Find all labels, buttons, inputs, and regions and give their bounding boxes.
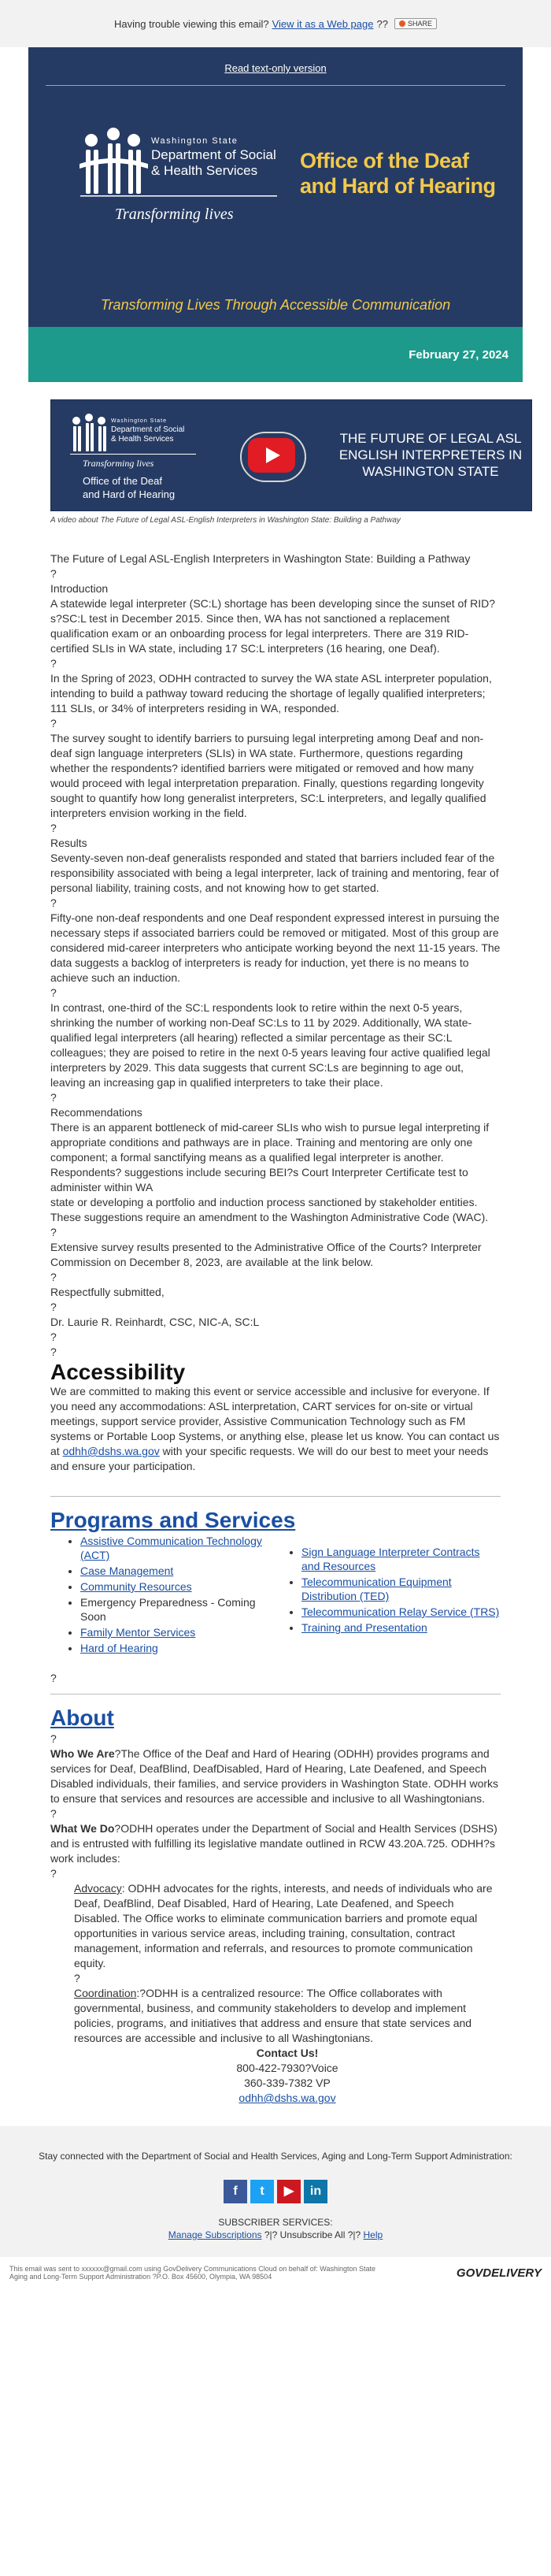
office-title-line1: Office of the Deaf [300, 149, 469, 173]
hero-tagline: Transforming Lives Through Accessible Communication [100, 297, 451, 313]
spacer-q: ? [50, 1732, 57, 1745]
what-text: ?ODHH operates under the Department of Social and Health Services (DSHS) and is entrusted with fulfilling its legislative mandate outlined in RCW 43.20A.725. ODHH?s work includes: [50, 1822, 497, 1865]
logo-state-text: Washington State [151, 136, 239, 146]
linkedin-icon[interactable]: in [304, 2180, 327, 2203]
program-right-link[interactable]: Telecommunication Relay Service (TRS) [301, 1605, 500, 1618]
about-details [74, 1881, 501, 2106]
accessibility-text-end: with your specific requests. We will do our best to meet your needs and ensure your participation. [50, 1445, 489, 1472]
video-dshs-logo [67, 410, 201, 504]
program-left-link[interactable]: Family Mentor Services [80, 1626, 196, 1639]
program-right-item[interactable] [301, 1545, 501, 1573]
spacer-q: ? [50, 1867, 57, 1880]
coordination [74, 1986, 501, 2046]
recommendations-paragraph-2: state or developing a portfolio and induction process sanctioned by stakeholder entities. These suggestions require an amendment to the Washington Administrative Code (WAC). [50, 1196, 489, 1223]
stay-connected-text: Stay connected with the Department of Social and Health Services, Aging and Long-Term Support Administration: [39, 2151, 512, 2162]
recommendations-paragraph-1: There is an apparent bottleneck of mid-career SLIs who wish to pursue legal interpreting if appropriate conditions and pathways are in place. Training and mentoring are only one component; a formal sanctifying means as a qualified legal interpreter is another. Respondents? suggestions include securing BEI?s Court Interpreter Certificate test to administer within WA [50, 1121, 490, 1193]
social-links [16, 2180, 535, 2203]
intro-heading: Introduction [50, 582, 109, 595]
program-left-item [80, 1595, 279, 1624]
program-right-item[interactable] [301, 1605, 501, 1619]
barriers-paragraph: The survey sought to identify barriers to pursuing legal interpreting among Deaf and non-deaf sign language interpreters (SLIs) in WA state. Furthermore, questions regarding whether the respondents? identified barriers were mitigated or removed and how many would proceed with legal interpretation preparation. Finally, questions regarding longevity sought to quantify how long generalist interpreters, SC:L interpreters, and legally qualified interpreters envision working in the field. [50, 732, 486, 819]
hero-banner [28, 47, 523, 327]
logo-dept-line1: Department of Social [151, 147, 276, 162]
preheader-bar [0, 0, 551, 47]
dshs-logo [76, 118, 280, 276]
article-title: The Future of Legal ASL-English Interpreters in Washington State: Building a Pathway [50, 552, 471, 565]
video-thumbnail[interactable] [50, 399, 532, 511]
play-icon[interactable] [248, 438, 295, 473]
preheader-after: ?? [376, 17, 388, 30]
contact-email-link[interactable]: odhh@dshs.wa.gov [239, 2092, 336, 2104]
video-logo-office1: Office of the Deaf [83, 475, 162, 487]
share-icon [399, 20, 405, 27]
program-left-item[interactable] [80, 1564, 279, 1578]
spacer-q: ? [50, 657, 57, 670]
spacer-q: ? [50, 1672, 57, 1684]
text-only-link[interactable]: Read text-only version [224, 62, 327, 74]
program-left-link[interactable]: Community Resources [80, 1580, 192, 1593]
survey-paragraph: In the Spring of 2023, ODHH contracted to survey the WA state ASL interpreter population, intending to build a pathway toward reducing the shortage of legally qualified interpreters; 111 SLIs, or 34% of interpreters residing in WA, responded. [50, 672, 492, 715]
recommendations-paragraph-3: Extensive survey results presented to the Administrative Office of the Courts? Interpreter Commission on December 8, 2023, are available at the link below. [50, 1241, 482, 1268]
recommendations-heading: Recommendations [50, 1106, 142, 1119]
subscriber-services-label: SUBSCRIBER SERVICES: [218, 2217, 333, 2228]
divider [50, 1496, 501, 1497]
spacer-q: ? [50, 567, 57, 580]
spacer-q: ? [50, 986, 57, 999]
program-left-item[interactable] [80, 1625, 279, 1639]
what-we-do [50, 1821, 501, 1866]
footer [0, 2126, 551, 2257]
program-left-item[interactable] [80, 1641, 279, 1655]
video-caption: A video about The Future of Legal ASL-English Interpreters in Washington State: Building a Pathway [50, 516, 401, 525]
program-right-item[interactable] [301, 1620, 501, 1635]
author-signature: Dr. Laurie R. Reinhardt, CSC, NIC-A, SC:L [50, 1316, 260, 1328]
spacer-q: ? [50, 717, 57, 729]
date-bar [28, 327, 523, 382]
accessibility-heading: Accessibility [50, 1360, 186, 1384]
hero-divider [46, 85, 505, 86]
share-label: SHARE [407, 20, 432, 28]
share-button[interactable] [394, 18, 437, 29]
issue-date: February 27, 2024 [409, 347, 508, 362]
spacer-q: ? [50, 1226, 57, 1238]
advocacy-label: Advocacy [74, 1882, 122, 1895]
results-heading: Results [50, 837, 87, 849]
twitter-icon[interactable]: t [250, 2180, 274, 2203]
coordination-label: Coordination [74, 1987, 137, 1999]
spacer-q: ? [50, 1807, 57, 1820]
advocacy [74, 1881, 501, 1971]
accessibility-email-link[interactable]: odhh@dshs.wa.gov [62, 1445, 160, 1457]
bottom-bar [0, 2257, 551, 2281]
video-logo-state: Washington State [111, 418, 167, 424]
spacer-q: ? [50, 1331, 57, 1343]
accessibility-text: We are committed to making this event or service accessible and inclusive for everyone. If you need any accommodations: ASL interpretation, CART services for on-site or virtual meetings, support service provider, Assistive Communication Technology such as FM systems or Portable Loop Systems, or anything else, please let us know. You can contact us at [50, 1385, 500, 1457]
results-paragraph-1: Seventy-seven non-deaf generalists responded and stated that barriers included fear of the responsibility associated with being a legal interpreter, lack of training and mentoring, fear of personal liability, training costs, and not knowing how to get started. [50, 852, 499, 894]
unsubscribe-text[interactable]: ?|? Unsubscribe All ?|? [261, 2229, 364, 2240]
spacer-q: ? [50, 1301, 57, 1313]
govdelivery-logo: GOVDELIVERY [456, 2266, 542, 2280]
advocacy-text: : ODHH advocates for the rights, interests, and needs of individuals who are Deaf, DeafBlind, Deaf Disabled, Hard of Hearing, Late Deafened, and Speech Disabled. The Office works to eliminate communication barriers and promote equal opportunities in various service areas, including training, consultation, contract management, information and referrals, and resources to promote communication equity. [74, 1882, 493, 1969]
coordination-text: :?ODHH is a centralized resource: The Office collaborates with governmental, business, and community stakeholders to develop and implement policies, programs, and initiatives that address and ensure that state services and resources are accessible and inclusive to all Washingtonians. [74, 1987, 472, 2044]
programs-heading: Programs and Services [50, 1508, 296, 1532]
video-logo-transforming: Transforming lives [83, 458, 154, 469]
programs-right-column [279, 1545, 501, 1657]
spacer-q: ? [74, 1972, 80, 1984]
program-left-item[interactable] [80, 1534, 279, 1562]
video-logo-dept1: Department of Social [111, 425, 185, 434]
web-page-link[interactable]: View it as a Web page [272, 17, 374, 30]
logo-dept-line2: & Health Services [151, 163, 258, 178]
programs-list [50, 1534, 501, 1657]
results-paragraph-3: In contrast, one-third of the SC:L respondents look to retire within the next 0-5 years, shrinking the number of working non-Deaf SC:Ls to 11 by 2029. Additionally, WA state-qualified legal interpreters (all hearing) reflected a similar percentage as their SC:L colleagues; they are poised to retire in the next 0-5 years leaving four active qualified legal interpreters by 2029. This data suggests that current SC:Ls are beginning to age out, leaving an increasing gap in qualified interpreters to take their place. [50, 1001, 490, 1089]
who-we-are [50, 1746, 501, 1806]
spacer-q: ? [50, 896, 57, 909]
program-left-link[interactable]: Case Management [80, 1565, 174, 1577]
facebook-icon[interactable]: f [224, 2180, 247, 2203]
signoff: Respectfully submitted, [50, 1286, 165, 1298]
program-right-link[interactable]: Training and Presentation [301, 1621, 427, 1634]
video-title: THE FUTURE OF LEGAL ASL ENGLISH INTERPRETERS IN WASHINGTON STATE [338, 431, 523, 479]
program-left-text: Emergency Preparedness - Coming Soon [80, 1596, 256, 1623]
phone-vp: 360-339-7382 VP [244, 2077, 331, 2089]
subscription-links [16, 2229, 535, 2241]
about-heading: About [50, 1706, 114, 1730]
delivery-notice: This email was sent to xxxxxx@gmail.com using GovDelivery Communications Cloud on behalf of: Washington State Aging and Long-Term Support Administration ?P.O. Box 45600, Olympia, WA 98504 [9, 2265, 375, 2281]
program-left-item[interactable] [80, 1579, 279, 1594]
article-body [28, 525, 523, 2106]
youtube-icon[interactable]: ▶ [277, 2180, 301, 2203]
contact-heading: Contact Us! [256, 2047, 319, 2059]
spacer-q: ? [50, 1346, 57, 1358]
program-right-link[interactable]: Telecommunication Equipment Distribution (TED) [301, 1576, 452, 1602]
program-right-link[interactable]: Sign Language Interpreter Contracts and Resources [301, 1546, 480, 1572]
who-text: ?The Office of the Deaf and Hard of Hearing (ODHH) provides programs and services for Deaf, DeafBlind, DeafDisabled, Hard of Hearing, Late Deafened, and Speech Disabled individuals, their families, and service providers in Washington State. ODHH works to ensure that services and resources are accessible and inclusive to all Washingtonians. [50, 1747, 499, 1805]
accessibility-paragraph [50, 1384, 501, 1474]
spacer-q: ? [50, 822, 57, 834]
video-logo-office2: and Hard of Hearing [83, 488, 176, 500]
office-title-line2: and Hard of Hearing [300, 174, 496, 198]
program-left-link[interactable]: Hard of Hearing [80, 1642, 158, 1654]
spacer-q: ? [50, 1271, 57, 1283]
programs-left-column [50, 1534, 279, 1657]
video-logo-dept2: & Health Services [111, 435, 174, 444]
program-right-item[interactable] [301, 1575, 501, 1603]
office-title [300, 148, 496, 199]
trouble-text: Having trouble viewing this email? [114, 17, 269, 30]
intro-paragraph: A statewide legal interpreter (SC:L) shortage has been developing since the sunset of RID?s?SC:L test in December 2015. Since then, WA has not sanctioned a replacement qualification exam or an onboarding process for legal interpreters. There are 319 RID-certified SLIs in WA state, including 17 SC:L interpreters (16 hearing, one Deaf). [50, 597, 495, 655]
results-paragraph-2: Fifty-one non-deaf respondents and one Deaf respondent expressed interest in pursuing the necessary steps if associated barriers could be removed or mitigated. Most of this group are considered mid-career interpreters who anticipate working beyond the next 11-15 years. The data suggests a backlog of interpreters is ready for induction, yet there is no means to achieve such an induction. [50, 911, 501, 984]
spacer-q: ? [50, 1091, 57, 1104]
manage-subscriptions-link[interactable]: Manage Subscriptions [168, 2229, 262, 2240]
who-label: Who We Are [50, 1747, 115, 1760]
help-link[interactable]: Help [363, 2229, 383, 2240]
contact-block [74, 2046, 501, 2106]
what-label: What We Do [50, 1822, 115, 1835]
program-left-link[interactable]: Assistive Communication Technology (ACT) [80, 1535, 262, 1561]
phone-voice: 800-422-7930?Voice [236, 2062, 338, 2074]
logo-transforming-text: Transforming lives [115, 206, 234, 223]
